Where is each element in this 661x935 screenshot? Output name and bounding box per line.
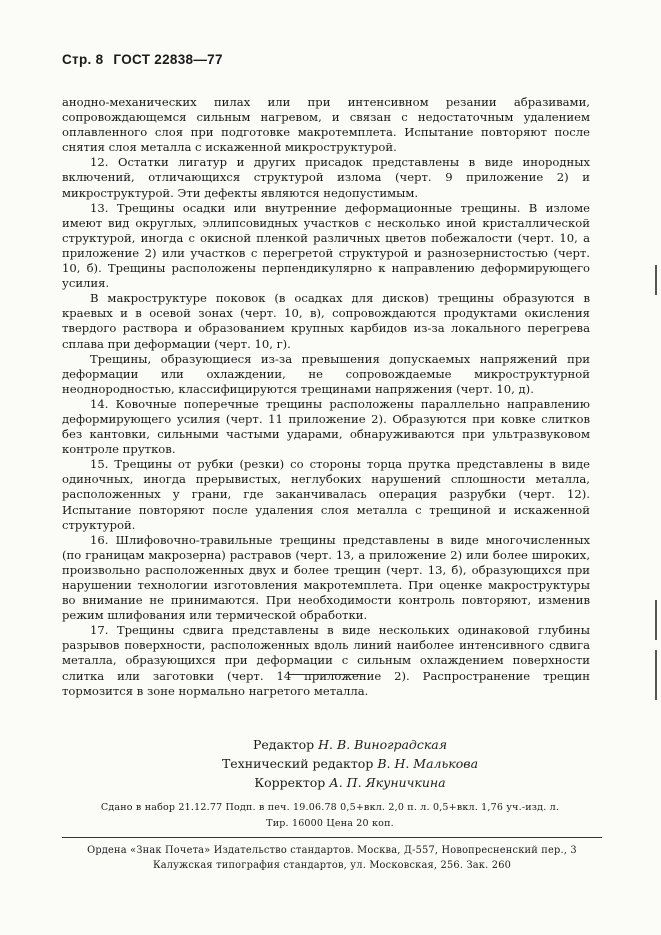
publisher-line-2: Калужская типография стандартов, ул. Московская, 256. Зак. 260 [152, 860, 512, 871]
proofreader-role: Корректор [254, 775, 326, 790]
paragraph: В макроструктуре поковок (в осадках для дисков) трещины образуются в краевых и в осевой зонах (черт. 10, в), сопровождаются продуктами окисления твердого раствора и образованием крупных карбидов из-за локального перегрева сплава при деформации (черт. 10, г). [62, 291, 590, 351]
credits-block [170, 735, 530, 792]
scan-edge-mark [655, 600, 657, 640]
proofreader-name: А. П. Якуничкина [329, 775, 446, 790]
publisher-line-1: Ордена «Знак Почета» Издательство стандартов. Москва, Д-557, Новопресненский пер., 3 [87, 845, 577, 856]
paragraph: 13. Трещины осадки или внутренние деформационные трещины. В изломе имеют вид округлых, эллипсовидных участков с несколько иной кристаллической структурой, иногда с окисной пленкой различных цветов побежалости (черт. 10, а приложение 2) или участков с перегретой структурой и разнозернистостью (черт. 10, б). Трещины расположены перпендикулярно к направлению деформирующего усилия. [62, 200, 590, 291]
section-divider [288, 674, 363, 675]
tech-editor-line [170, 754, 530, 773]
paragraph: 17. Трещины сдвига представлены в виде нескольких одинаковой глубины разрывов поверхности, расположенных вдоль линий наиболее интенсивного сдвига металла, образующихся при деформации с сильным охлаждением поверхности слитка или заготовки (черт. 14 приложение 2). Распространение трещин тормозится в зоне нормально нагретого металла. [62, 623, 590, 698]
imprint-line-1: Сдано в набор 21.12.77 Подп. в печ. 19.06.78 0,5+вкл. 2,0 п. л. 0,5+вкл. 1,76 уч.-изд. л. [100, 802, 560, 813]
paragraph: 12. Остатки лигатур и других присадок представлены в виде инородных включений, отличающихся структурой излома (черт. 9 приложение 2) и микроструктурой. Эти дефекты являются недопустимым. [62, 155, 590, 200]
editor-name: Н. В. Виноградская [318, 737, 448, 752]
standard-number: ГОСТ 22838—77 [113, 52, 223, 67]
scan-edge-mark [655, 650, 657, 700]
scan-edge-mark [655, 265, 657, 295]
page-header [62, 52, 223, 67]
paragraph: 14. Ковочные поперечные трещины расположены параллельно направлению деформирующего усилия (черт. 11 приложение 2). Образуются при ковке слитков без кантовки, сильными частыми ударами, обнаруживаются при ультразвуковом контроле прутков. [62, 396, 590, 457]
paragraph: 16. Шлифовочно-травильные трещины представлены в виде многочисленных (по границам макрозерна) растравов (черт. 13, а приложение 2) или более широких, произвольно расположенных двух и более трещин (черт. 13, б), образующихся при нарушении технологии изготовления макротемплета. При оценке макроструктуры во внимание не принимаются. При необходимости контроль повторяют, изменив режим шлифования или термической обработки. [62, 532, 590, 623]
imprint-line-2: Тир. 16000 Цена 20 коп. [266, 818, 394, 829]
tech-editor-role: Технический редактор [221, 756, 374, 771]
publisher-block [62, 843, 602, 873]
paragraph: 15. Трещины от рубки (резки) со стороны торца прутка представлены в виде одиночных, иногда прерывистых, неглубоких нарушений сплошности металла, расположенных у грани, где заканчивалась операция разрубки (черт. 12). Испытание повторяют после удаления слоя металла с трещиной и искаженной структурой. [62, 457, 590, 532]
editor-line [170, 735, 530, 754]
editor-role: Редактор [252, 737, 315, 752]
proofreader-line [170, 773, 530, 792]
imprint-rule [62, 837, 602, 838]
paragraph: анодно-механических пилах или при интенсивном резании абразивами, сопровождающемся сильным нагревом, и связан с недостаточным удалением оплавленного слоя при подготовке макротемплета. Испытание повторяют после снятия слоя металла с искаженной микроструктурой. [62, 95, 590, 155]
paragraph: Трещины, образующиеся из-за превышения допускаемых напряжений при деформации или охлаждении, не сопровождаемые микроструктурной неоднородностью, классифицируются трещинами напряжения (черт. 10, д). [62, 351, 590, 396]
tech-editor-name: В. Н. Малькова [377, 756, 479, 771]
page-number: Стр. 8 [62, 52, 104, 67]
body-text [62, 95, 590, 699]
print-imprint [100, 800, 560, 832]
